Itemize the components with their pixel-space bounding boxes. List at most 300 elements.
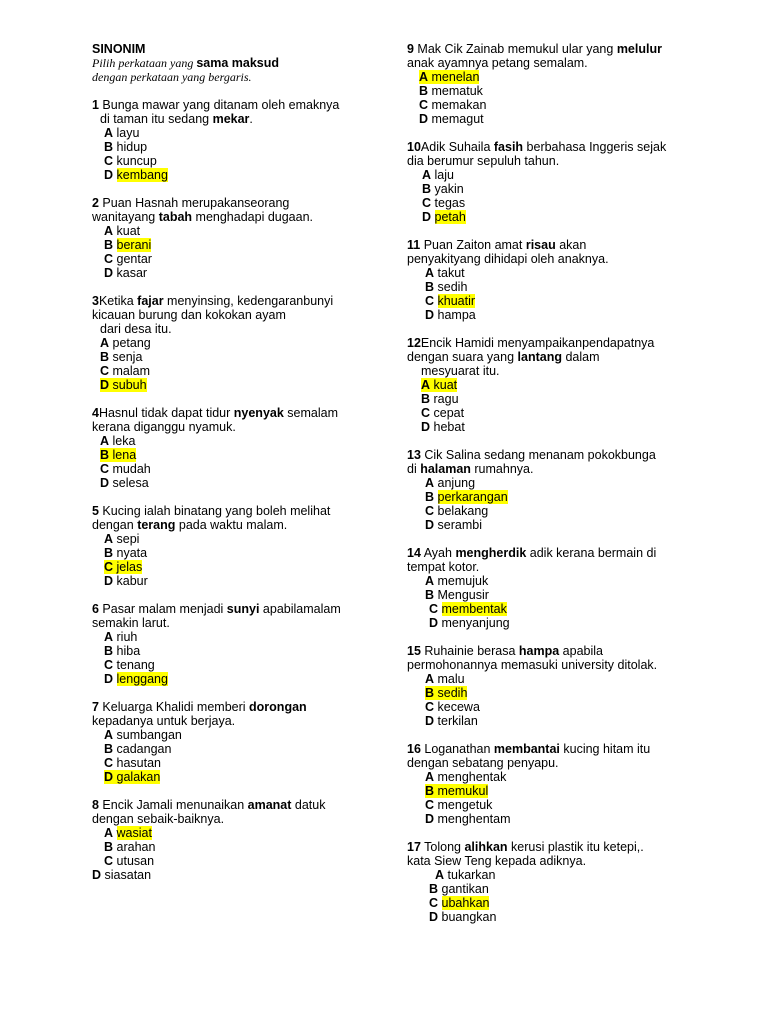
option-letter: C	[429, 602, 439, 616]
option-letter: A	[425, 672, 435, 686]
answer-option[interactable]	[92, 756, 422, 770]
question-number: 6	[92, 602, 99, 616]
answer-option[interactable]	[92, 532, 422, 546]
keyword: risau	[525, 238, 556, 252]
answer-option[interactable]	[92, 378, 422, 392]
answer-option[interactable]	[92, 672, 422, 686]
answer-option[interactable]	[407, 84, 737, 98]
answer-option[interactable]	[407, 182, 737, 196]
option-text: utusan	[116, 854, 155, 868]
option-text-highlighted: lena	[112, 448, 137, 462]
option-text: cadangan	[116, 742, 172, 756]
stem-text: Bunga mawar yang ditanam oleh emaknya	[98, 98, 340, 112]
option-text: hampa	[437, 308, 476, 322]
stem-text: permohonannya memasuki university ditolak.	[407, 658, 658, 672]
question-stem-line	[407, 462, 737, 476]
keyword: dorongan	[249, 700, 307, 714]
question-stem-line	[92, 714, 422, 728]
answer-option[interactable]	[407, 588, 737, 602]
stem-text: Kucing ialah binatang yang boleh melihat	[98, 504, 331, 518]
option-letter: A	[419, 70, 429, 84]
answer-option[interactable]	[407, 798, 737, 812]
option-letter: D	[104, 168, 114, 182]
answer-option[interactable]	[92, 224, 422, 238]
question-stem-line	[407, 644, 737, 658]
question-number: 4	[92, 406, 99, 420]
keyword: lantang	[517, 350, 562, 364]
option-text: sumbangan	[116, 728, 182, 742]
question-number: 5	[92, 504, 99, 518]
option-letter: D	[429, 616, 439, 630]
option-letter: C	[100, 364, 110, 378]
question-number: 13	[407, 448, 421, 462]
option-letter: C	[425, 798, 435, 812]
option-letter: B	[425, 588, 435, 602]
answer-option[interactable]	[407, 616, 737, 630]
question-stem-line	[407, 336, 737, 350]
answer-option[interactable]	[92, 868, 422, 882]
answer-option[interactable]	[92, 434, 422, 448]
option-text-highlighted: petah	[434, 210, 466, 224]
option-text: riuh	[116, 630, 138, 644]
option-letter: B	[104, 644, 114, 658]
answer-option[interactable]	[407, 784, 737, 798]
option-letter: C	[104, 658, 114, 672]
option-text: gentar	[116, 252, 152, 266]
answer-option[interactable]	[92, 252, 422, 266]
stem-text: adik kerana bermain di	[526, 546, 657, 560]
answer-option[interactable]	[92, 266, 422, 280]
question-stem-line	[407, 238, 737, 252]
option-text: tukarkan	[447, 868, 496, 882]
answer-option[interactable]	[92, 476, 422, 490]
answer-option[interactable]	[407, 868, 737, 882]
option-letter: A	[100, 434, 110, 448]
answer-option[interactable]	[407, 392, 737, 406]
option-letter: C	[104, 252, 114, 266]
answer-option[interactable]	[407, 112, 737, 126]
stem-text: Loganathan	[420, 742, 494, 756]
question-stem-line	[92, 196, 422, 210]
stem-text: Encik Hamidi menyampaikanpendapatnya	[420, 336, 655, 350]
option-letter: B	[100, 350, 110, 364]
question-item	[92, 98, 422, 182]
option-letter: B	[425, 280, 435, 294]
answer-option[interactable]	[92, 742, 422, 756]
option-text: serambi	[437, 518, 482, 532]
option-text: malam	[112, 364, 151, 378]
option-text: memakan	[431, 98, 487, 112]
option-letter: C	[422, 196, 432, 210]
answer-option[interactable]	[407, 294, 737, 308]
stem-text: kerana diganggu nyamuk.	[92, 420, 236, 434]
stem-text: Ketika	[98, 294, 138, 308]
option-text: kecewa	[437, 700, 480, 714]
question-number: 3	[92, 294, 99, 308]
question-number: 10	[407, 140, 421, 154]
question-stem-line	[92, 322, 422, 336]
option-letter: C	[429, 896, 439, 910]
stem-text: menyinsing, kedengaranbunyi	[163, 294, 334, 308]
answer-option[interactable]	[92, 826, 422, 840]
answer-option[interactable]	[92, 630, 422, 644]
question-item	[92, 406, 422, 490]
option-text: menghentak	[437, 770, 507, 784]
question-number: 16	[407, 742, 421, 756]
option-letter: B	[104, 546, 114, 560]
stem-text: pada waktu malam.	[175, 518, 288, 532]
question-stem-line	[92, 308, 422, 322]
option-letter: B	[104, 238, 114, 252]
option-text: laju	[434, 168, 454, 182]
answer-option[interactable]	[407, 196, 737, 210]
keyword: mengherdik	[455, 546, 527, 560]
question-item	[407, 140, 737, 224]
option-letter: D	[425, 812, 435, 826]
stem-text: wanitayang	[92, 210, 159, 224]
question-item	[407, 448, 737, 532]
stem-text: Puan Hasnah merupakanseorang	[98, 196, 290, 210]
option-letter: A	[104, 126, 114, 140]
option-letter: B	[429, 882, 439, 896]
option-letter: B	[419, 84, 429, 98]
question-item	[92, 196, 422, 280]
option-letter: B	[100, 448, 110, 462]
question-stem-line	[407, 350, 737, 364]
option-letter: D	[419, 112, 429, 126]
question-stem-line	[407, 742, 737, 756]
stem-text: akan	[555, 238, 587, 252]
stem-text: dalam	[561, 350, 600, 364]
option-text: tenang	[116, 658, 155, 672]
question-item	[407, 336, 737, 434]
keyword: halaman	[420, 462, 471, 476]
highlighted-answer	[100, 448, 136, 462]
answer-option[interactable]	[407, 168, 737, 182]
question-item	[407, 742, 737, 826]
question-stem-line	[92, 700, 422, 714]
question-item	[92, 504, 422, 588]
option-text: sedih	[437, 280, 468, 294]
question-stem-line	[407, 546, 737, 560]
highlighted-answer	[100, 378, 147, 392]
answer-option[interactable]	[407, 882, 737, 896]
question-list-left	[92, 98, 422, 882]
stem-text: Encik Jamali menunaikan	[98, 798, 248, 812]
option-letter: D	[421, 420, 431, 434]
option-letter: C	[104, 854, 114, 868]
option-letter: D	[429, 910, 439, 924]
answer-option[interactable]	[407, 700, 737, 714]
answer-option[interactable]	[92, 350, 422, 364]
highlighted-answer	[419, 70, 479, 84]
answer-option[interactable]	[92, 462, 422, 476]
highlighted-answer	[421, 378, 457, 392]
option-text: memujuk	[437, 574, 489, 588]
keyword: amanat	[247, 798, 292, 812]
option-letter: A	[104, 728, 114, 742]
option-letter: D	[425, 714, 435, 728]
stem-text: semalam	[283, 406, 338, 420]
answer-option[interactable]	[407, 896, 737, 910]
stem-text: anak ayamnya petang semalam.	[407, 56, 588, 70]
question-stem-line	[407, 854, 737, 868]
stem-text: apabilamalam	[259, 602, 341, 616]
question-stem-line	[92, 112, 422, 126]
option-text: leka	[112, 434, 136, 448]
answer-option[interactable]	[407, 518, 737, 532]
option-letter: A	[425, 476, 435, 490]
answer-option[interactable]	[92, 854, 422, 868]
stem-text: apabila	[559, 644, 603, 658]
stem-text: Keluarga Khalidi memberi	[98, 700, 250, 714]
option-letter: B	[421, 392, 431, 406]
option-text: hasutan	[116, 756, 161, 770]
option-letter: C	[104, 756, 114, 770]
option-text-highlighted: khuatir	[437, 294, 476, 308]
answer-option[interactable]	[407, 280, 737, 294]
stem-text: Mak Cik Zainab memukul ular yang	[413, 42, 617, 56]
answer-option[interactable]	[407, 910, 737, 924]
question-stem-line	[92, 602, 422, 616]
option-letter: A	[425, 266, 435, 280]
option-text-highlighted: galakan	[116, 770, 161, 784]
keyword: alihkan	[464, 840, 508, 854]
option-text: terkilan	[437, 714, 478, 728]
question-number: 12	[407, 336, 421, 350]
question-list-right	[407, 42, 737, 924]
option-text-highlighted: memukul	[437, 784, 489, 798]
option-letter: D	[422, 210, 432, 224]
question-stem-line	[407, 658, 737, 672]
answer-option[interactable]	[92, 364, 422, 378]
stem-text: kepadanya untuk berjaya.	[92, 714, 236, 728]
stem-text: menghadapi dugaan.	[192, 210, 313, 224]
question-stem-line	[92, 420, 422, 434]
option-text: menghentam	[437, 812, 511, 826]
option-letter: A	[104, 532, 114, 546]
option-letter: D	[425, 518, 435, 532]
question-item	[92, 798, 422, 882]
answer-option[interactable]	[92, 574, 422, 588]
answer-option[interactable]	[92, 168, 422, 182]
stem-text: dengan	[92, 518, 138, 532]
option-text: kuncup	[116, 154, 157, 168]
option-letter: B	[425, 686, 435, 700]
question-item	[407, 42, 737, 126]
answer-option[interactable]	[92, 840, 422, 854]
option-letter: D	[104, 266, 114, 280]
keyword: hampa	[518, 644, 560, 658]
option-text: anjung	[437, 476, 476, 490]
keyword: fasih	[493, 140, 524, 154]
question-number: 11	[407, 238, 421, 252]
option-text: gantikan	[441, 882, 489, 896]
answer-option[interactable]	[407, 98, 737, 112]
option-text-highlighted: ubahkan	[441, 896, 490, 910]
option-text: kabur	[116, 574, 148, 588]
question-stem-line	[407, 154, 737, 168]
answer-option[interactable]	[92, 770, 422, 784]
keyword: melulur	[616, 42, 662, 56]
answer-option[interactable]	[407, 714, 737, 728]
option-text-highlighted: kuat	[433, 378, 458, 392]
question-stem-line	[92, 518, 422, 532]
highlighted-answer	[104, 770, 160, 784]
stem-text: Hasnul tidak dapat tidur	[98, 406, 234, 420]
right-column	[407, 42, 737, 924]
option-letter: A	[425, 574, 435, 588]
option-letter: B	[104, 840, 114, 854]
option-text-highlighted: perkarangan	[437, 490, 508, 504]
option-text: memagut	[431, 112, 484, 126]
answer-option[interactable]	[92, 658, 422, 672]
answer-option[interactable]	[407, 378, 737, 392]
stem-text: Cik Salina sedang menanam pokokbunga	[420, 448, 656, 462]
question-stem-line	[92, 616, 422, 630]
question-number: 15	[407, 644, 421, 658]
keyword: membantai	[493, 742, 560, 756]
option-text: buangkan	[441, 910, 497, 924]
answer-option[interactable]	[407, 266, 737, 280]
question-stem-line	[92, 812, 422, 826]
stem-text: Tolong	[420, 840, 465, 854]
answer-option[interactable]	[407, 420, 737, 434]
question-number: 8	[92, 798, 99, 812]
instruction-keyword: sama maksud	[196, 56, 280, 70]
option-text: sepi	[116, 532, 140, 546]
answer-option[interactable]	[407, 574, 737, 588]
answer-option[interactable]	[92, 154, 422, 168]
answer-option[interactable]	[92, 238, 422, 252]
keyword: mekar	[212, 112, 250, 126]
answer-option[interactable]	[407, 770, 737, 784]
answer-option[interactable]	[92, 546, 422, 560]
stem-text: dari desa itu.	[100, 322, 172, 336]
stem-text: dengan sebatang penyapu.	[407, 756, 559, 770]
stem-text: semakin larut.	[92, 616, 170, 630]
question-stem-line	[407, 252, 737, 266]
answer-option[interactable]	[92, 140, 422, 154]
answer-option[interactable]	[92, 336, 422, 350]
instruction	[92, 56, 422, 84]
worksheet-title: SINONIM	[92, 42, 146, 56]
question-stem-line	[407, 140, 737, 154]
option-letter: C	[425, 504, 435, 518]
stem-text: Ayah	[420, 546, 456, 560]
option-text: cepat	[433, 406, 465, 420]
answer-option[interactable]	[407, 476, 737, 490]
option-text: senja	[112, 350, 143, 364]
option-text: hiba	[116, 644, 141, 658]
stem-text: mesyuarat itu.	[421, 364, 500, 378]
question-stem-line	[407, 560, 737, 574]
answer-option[interactable]	[407, 70, 737, 84]
instruction-text: Pilih perkataan yang	[92, 56, 197, 70]
question-number: 9	[407, 42, 414, 56]
option-letter: C	[104, 560, 114, 574]
stem-text: kata Siew Teng kepada adiknya.	[407, 854, 587, 868]
answer-option[interactable]	[92, 560, 422, 574]
option-letter: A	[100, 336, 110, 350]
answer-option[interactable]	[407, 602, 737, 616]
option-letter: D	[92, 868, 102, 882]
stem-text: Ruhainie berasa	[420, 644, 519, 658]
option-text: malu	[437, 672, 465, 686]
highlighted-answer	[425, 686, 467, 700]
option-letter: C	[100, 462, 110, 476]
stem-text: Adik Suhaila	[420, 140, 494, 154]
answer-option[interactable]	[92, 448, 422, 462]
option-letter: B	[104, 140, 114, 154]
keyword: fajar	[137, 294, 164, 308]
option-text: selesa	[112, 476, 149, 490]
answer-option[interactable]	[407, 504, 737, 518]
option-text-highlighted: lenggang	[116, 672, 168, 686]
question-stem-line	[92, 504, 422, 518]
option-text-highlighted: berani	[116, 238, 152, 252]
question-stem-line	[92, 98, 422, 112]
question-stem-line	[407, 448, 737, 462]
option-letter: D	[425, 308, 435, 322]
answer-option[interactable]	[92, 728, 422, 742]
option-text-highlighted: menelan	[431, 70, 480, 84]
stem-text: .	[249, 112, 253, 126]
answer-option[interactable]	[92, 644, 422, 658]
option-letter: A	[422, 168, 432, 182]
option-text-highlighted: kembang	[116, 168, 168, 182]
option-letter: A	[104, 630, 114, 644]
keyword: tabah	[158, 210, 193, 224]
stem-text: dia berumur sepuluh tahun.	[407, 154, 560, 168]
option-text: yakin	[434, 182, 464, 196]
keyword: nyenyak	[233, 406, 284, 420]
question-stem-line	[92, 798, 422, 812]
option-text: siasatan	[104, 868, 152, 882]
option-letter: D	[104, 574, 114, 588]
question-number: 14	[407, 546, 421, 560]
answer-option[interactable]	[407, 308, 737, 322]
option-text-highlighted: membentak	[441, 602, 507, 616]
option-text: hebat	[433, 420, 465, 434]
option-text: Mengusir	[437, 588, 489, 602]
answer-option[interactable]	[92, 126, 422, 140]
option-letter: A	[104, 826, 114, 840]
answer-option[interactable]	[407, 812, 737, 826]
question-item	[407, 644, 737, 728]
option-text: mudah	[112, 462, 151, 476]
question-item	[407, 546, 737, 630]
option-text: hidup	[116, 140, 148, 154]
answer-option[interactable]	[407, 210, 737, 224]
option-letter: A	[425, 770, 435, 784]
option-text: menyanjung	[441, 616, 510, 630]
option-letter: C	[104, 154, 114, 168]
highlighted-answer	[104, 560, 142, 574]
question-stem-line	[407, 56, 737, 70]
question-stem-line	[92, 406, 422, 420]
answer-option[interactable]	[407, 406, 737, 420]
stem-text: dengan sebaik-baiknya.	[92, 812, 225, 826]
option-text: takut	[437, 266, 465, 280]
question-stem-line	[92, 210, 422, 224]
left-column	[92, 42, 422, 882]
option-text: layu	[116, 126, 140, 140]
answer-option[interactable]	[407, 686, 737, 700]
answer-option[interactable]	[407, 490, 737, 504]
option-text-highlighted: sedih	[437, 686, 468, 700]
answer-option[interactable]	[407, 672, 737, 686]
